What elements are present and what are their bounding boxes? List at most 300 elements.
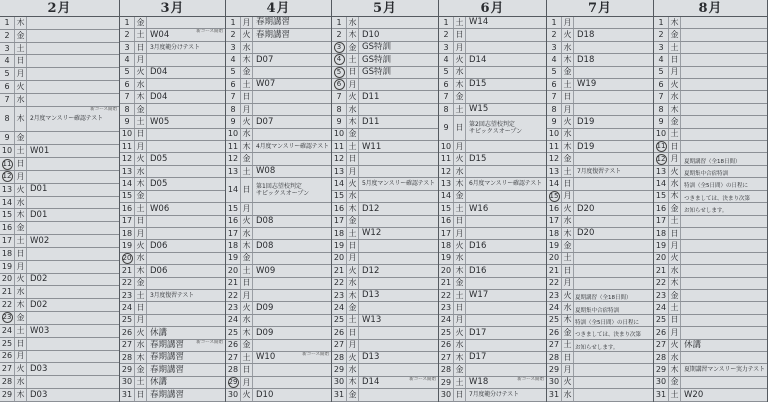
day-row <box>654 141 767 153</box>
day-number: 16 <box>332 203 347 214</box>
event-code: D02 <box>30 274 48 285</box>
day-number: 5 <box>439 67 454 78</box>
day-number: 13 <box>120 166 135 177</box>
day-row <box>439 265 546 277</box>
weekday: 木 <box>135 265 147 276</box>
event-code: W07 <box>256 79 276 90</box>
day-number: 6 <box>0 81 15 93</box>
day-event <box>466 203 546 214</box>
day-event <box>466 352 546 363</box>
weekday: 金 <box>15 30 27 42</box>
day-event <box>27 376 119 388</box>
day-number: 16 <box>547 203 562 214</box>
weekday: 月 <box>241 203 253 214</box>
day-row <box>226 290 331 302</box>
day-event <box>359 129 438 140</box>
day-row <box>439 377 546 389</box>
weekday: 火 <box>454 327 466 338</box>
day-event <box>574 228 653 239</box>
day-number: 6 <box>439 79 454 90</box>
month-title: 8月 <box>654 0 767 17</box>
day-row <box>439 29 546 41</box>
weekday: 月 <box>562 191 574 202</box>
day-number: 19 <box>439 253 454 264</box>
weekday: 木 <box>135 91 147 102</box>
day-number: 26 <box>226 340 241 351</box>
weekday: 水 <box>135 253 147 264</box>
note-line: つきましては、決まり次第 <box>575 332 642 339</box>
day-number: 29 <box>654 364 669 375</box>
day-row <box>332 290 438 302</box>
day-event <box>27 81 119 93</box>
event-code: D13 <box>362 290 380 301</box>
day-row <box>654 377 767 389</box>
weekday: 土 <box>454 290 466 301</box>
day-event <box>147 29 225 40</box>
day-event <box>253 104 331 115</box>
day-row <box>226 67 331 79</box>
weekday: 土 <box>135 116 147 127</box>
month-title: 6月 <box>439 0 546 17</box>
day-number: 20 <box>654 253 669 264</box>
weekday: 土 <box>669 216 681 227</box>
day-row <box>332 42 438 54</box>
weekday: 月 <box>135 141 147 152</box>
day-event <box>27 222 119 234</box>
weekday: 土 <box>669 389 681 400</box>
weekday: 土 <box>562 340 574 351</box>
event-code: W14 <box>469 17 489 28</box>
day-event <box>359 29 438 40</box>
day-row <box>0 363 119 376</box>
day-number: 31 <box>120 389 135 400</box>
weekday: 日 <box>669 228 681 239</box>
day-row <box>226 228 331 240</box>
day-event <box>147 340 225 351</box>
day-number: 25 <box>654 315 669 326</box>
day-number: 17 <box>439 228 454 239</box>
day-row <box>226 352 331 364</box>
event-code: GS特訓 <box>362 67 391 78</box>
weekday: 土 <box>562 166 574 177</box>
day-number: 26 <box>439 340 454 351</box>
month-column-1 <box>0 0 120 402</box>
note-line: 夏期講習（全18日間） <box>575 295 632 302</box>
day-number: 19 <box>226 253 241 264</box>
day-number: 28 <box>547 352 562 363</box>
day-number: 20 <box>226 265 241 276</box>
day-event <box>574 265 653 276</box>
weekday: 月 <box>241 17 253 28</box>
day-number: 4 <box>547 54 562 65</box>
event-code: W19 <box>577 79 597 90</box>
day-event <box>681 377 767 388</box>
day-number: 29 <box>547 364 562 375</box>
day-event <box>681 389 767 400</box>
weekday: 土 <box>241 166 253 177</box>
day-number: 30 <box>226 389 241 400</box>
weekday: 木 <box>15 17 27 29</box>
course-start-mark: 新コース開始 <box>409 376 436 382</box>
day-number: 14 <box>439 191 454 202</box>
weekday: 日 <box>241 91 253 102</box>
day-number: 23 <box>332 290 347 301</box>
day-number: 16 <box>120 203 135 214</box>
day-number: 10 <box>332 129 347 140</box>
day-row <box>332 29 438 41</box>
day-number: 28 <box>332 352 347 363</box>
day-row <box>654 91 767 103</box>
day-number: 22 <box>654 278 669 289</box>
day-row <box>226 278 331 290</box>
day-event <box>466 240 546 251</box>
day-event <box>574 377 653 388</box>
day-event <box>681 91 767 102</box>
weekday: 金 <box>241 153 253 164</box>
weekday: 水 <box>241 228 253 239</box>
day-number: 19 <box>332 240 347 251</box>
day-number: 12 <box>654 153 669 164</box>
day-row <box>654 129 767 141</box>
day-event <box>359 290 438 301</box>
day-event <box>681 240 767 251</box>
day-event <box>27 158 119 170</box>
day-number: 9 <box>120 116 135 127</box>
weekday: 日 <box>135 389 147 400</box>
day-event <box>574 203 653 214</box>
weekday: 日 <box>669 141 681 152</box>
weekday: 水 <box>562 302 574 313</box>
day-event <box>147 352 225 363</box>
weekday: 金 <box>669 377 681 388</box>
day-row <box>120 302 225 314</box>
day-event <box>147 265 225 276</box>
day-row <box>0 30 119 43</box>
day-number: 25 <box>547 315 562 326</box>
day-event <box>253 352 331 363</box>
day-event <box>27 389 119 401</box>
weekday: 土 <box>669 42 681 53</box>
day-event <box>574 42 653 53</box>
day-event <box>147 42 225 53</box>
weekday: 木 <box>562 54 574 65</box>
day-row <box>226 253 331 265</box>
day-row <box>0 145 119 158</box>
day-row <box>547 364 653 376</box>
day-number: 17 <box>654 216 669 227</box>
event-code: D03 <box>30 389 48 400</box>
day-event <box>466 377 546 388</box>
weekday: 土 <box>454 377 466 388</box>
day-number: 11 <box>0 158 15 170</box>
day-number: 11 <box>439 153 454 164</box>
weekday: 火 <box>454 153 466 164</box>
day-row <box>0 286 119 299</box>
day-event <box>253 54 331 65</box>
event-code: D16 <box>469 265 487 276</box>
day-event <box>147 166 225 177</box>
day-row <box>120 253 225 265</box>
day-event <box>253 327 331 338</box>
event-code: D14 <box>469 54 487 65</box>
weekday: 水 <box>454 340 466 351</box>
day-row <box>332 203 438 215</box>
day-event <box>27 145 119 157</box>
day-event <box>359 67 438 78</box>
day-number: 8 <box>547 104 562 115</box>
day-number: 10 <box>0 145 15 157</box>
day-number: 23 <box>439 302 454 313</box>
day-number: 9 <box>654 116 669 127</box>
day-event <box>27 261 119 273</box>
day-number: 30 <box>332 377 347 388</box>
day-row <box>226 17 331 29</box>
day-row <box>120 166 225 178</box>
day-row <box>547 377 653 389</box>
course-start-mark: 新コース開始 <box>302 351 329 357</box>
day-row <box>226 327 331 339</box>
day-event <box>253 253 331 264</box>
weekday: 土 <box>669 129 681 140</box>
event-code: W20 <box>684 389 704 400</box>
day-event <box>27 55 119 67</box>
day-row <box>120 153 225 165</box>
event-code: W11 <box>362 141 382 152</box>
day-row <box>332 54 438 66</box>
event-note: 7月度範分けテスト <box>469 390 519 398</box>
day-number: 10 <box>439 141 454 152</box>
day-row <box>439 54 546 66</box>
month-title: 3月 <box>120 0 225 17</box>
event-code: W18 <box>469 377 489 388</box>
month-column-4 <box>332 0 439 402</box>
day-row <box>226 54 331 66</box>
event-note: 4月度マンスリー確認テスト <box>256 142 329 150</box>
weekday: 水 <box>454 67 466 78</box>
day-event <box>574 364 653 375</box>
day-row <box>120 129 225 141</box>
weekday: 土 <box>347 54 359 65</box>
weekday: 金 <box>454 364 466 375</box>
month-column-5 <box>439 0 547 402</box>
weekday: 金 <box>135 278 147 289</box>
day-rows <box>332 17 438 402</box>
weekday: 金 <box>241 253 253 264</box>
note-line: お知らせします。 <box>684 208 728 215</box>
event-code: GS特訓 <box>362 42 391 53</box>
day-event <box>681 253 767 264</box>
weekday: 月 <box>562 364 574 375</box>
weekday: 木 <box>15 389 27 401</box>
weekday: 月 <box>347 166 359 177</box>
weekday: 火 <box>15 81 27 93</box>
month-title: 2月 <box>0 0 119 17</box>
weekday: 木 <box>347 377 359 388</box>
weekday: 土 <box>135 203 147 214</box>
day-number: 31 <box>547 389 562 400</box>
day-event <box>359 203 438 214</box>
day-number: 12 <box>0 171 15 183</box>
day-row <box>120 377 225 389</box>
day-number: 27 <box>547 340 562 351</box>
day-event <box>574 67 653 78</box>
day-event <box>147 389 225 400</box>
weekday: 木 <box>347 203 359 214</box>
day-row <box>0 55 119 68</box>
day-number: 16 <box>226 216 241 227</box>
day-number: 12 <box>439 166 454 177</box>
day-number: 25 <box>120 315 135 326</box>
day-event <box>466 265 546 276</box>
day-number: 30 <box>439 389 454 400</box>
event-code: W13 <box>362 315 382 326</box>
day-row <box>332 17 438 29</box>
day-number: 18 <box>547 228 562 239</box>
day-row <box>226 141 331 153</box>
day-event <box>681 141 767 152</box>
day-row <box>654 104 767 116</box>
day-event <box>681 302 767 313</box>
day-number: 7 <box>654 91 669 102</box>
day-row <box>439 153 546 165</box>
day-row <box>0 248 119 261</box>
day-row <box>120 54 225 66</box>
day-event <box>27 235 119 247</box>
weekday: 日 <box>135 129 147 140</box>
day-row <box>226 377 331 389</box>
day-number: 3 <box>547 42 562 53</box>
day-event <box>253 389 331 400</box>
day-event <box>27 286 119 298</box>
day-number: 4 <box>654 54 669 65</box>
day-number: 21 <box>120 265 135 276</box>
weekday: 日 <box>347 153 359 164</box>
day-number: 22 <box>0 299 15 311</box>
weekday: 木 <box>454 352 466 363</box>
day-rows <box>0 17 119 402</box>
weekday: 土 <box>347 141 359 152</box>
weekday: 金 <box>562 240 574 251</box>
weekday: 火 <box>562 203 574 214</box>
day-number: 20 <box>0 274 15 286</box>
day-number: 24 <box>439 315 454 326</box>
day-number: 24 <box>547 302 562 313</box>
weekday: 日 <box>135 42 147 53</box>
day-number: 5 <box>0 68 15 80</box>
day-number: 19 <box>654 240 669 251</box>
day-number: 1 <box>226 17 241 28</box>
day-event <box>359 17 438 28</box>
day-number: 2 <box>332 29 347 40</box>
day-number: 22 <box>547 278 562 289</box>
day-number: 17 <box>120 216 135 227</box>
day-row <box>332 141 438 153</box>
day-number: 16 <box>439 216 454 227</box>
day-event <box>253 178 331 202</box>
day-row <box>226 42 331 54</box>
note-line: つきましては、決まり次第 <box>684 195 751 202</box>
event-code: 春期講習 <box>150 364 185 375</box>
day-row <box>439 178 546 190</box>
day-row <box>226 153 331 165</box>
day-row <box>547 278 653 290</box>
day-number: 18 <box>332 228 347 239</box>
day-event <box>681 340 767 351</box>
weekday: 日 <box>241 178 253 202</box>
day-row <box>547 153 653 165</box>
day-event <box>253 29 331 40</box>
event-code: 春期講習 <box>150 352 185 363</box>
weekday: 月 <box>15 261 27 273</box>
event-code: D19 <box>577 116 595 127</box>
day-row <box>120 67 225 79</box>
day-row <box>226 216 331 228</box>
day-number: 20 <box>332 253 347 264</box>
day-row <box>332 377 438 389</box>
event-code: W01 <box>30 145 50 156</box>
event-code: D06 <box>150 240 168 251</box>
event-code: W08 <box>256 166 276 177</box>
day-event <box>27 107 119 132</box>
day-event <box>466 79 546 90</box>
day-row <box>0 107 119 133</box>
day-row <box>226 240 331 252</box>
day-event <box>147 377 225 388</box>
day-event <box>27 171 119 183</box>
day-number: 5 <box>547 67 562 78</box>
day-event <box>27 197 119 209</box>
day-number: 14 <box>120 178 135 189</box>
day-event <box>359 389 438 400</box>
weekday: 土 <box>15 235 27 247</box>
day-row <box>0 325 119 338</box>
month-column-6 <box>547 0 654 402</box>
weekday: 月 <box>347 340 359 351</box>
day-event <box>466 364 546 375</box>
day-number: 15 <box>226 203 241 214</box>
course-start-mark: 新コース開始 <box>90 106 117 112</box>
day-number: 10 <box>226 129 241 140</box>
weekday: 土 <box>347 228 359 239</box>
event-code: D10 <box>362 29 380 40</box>
day-number: 9 <box>226 116 241 127</box>
weekday: 金 <box>669 29 681 40</box>
day-number: 7 <box>120 91 135 102</box>
weekday: 水 <box>241 42 253 53</box>
day-event <box>359 228 438 239</box>
event-code: D17 <box>469 352 487 363</box>
day-number: 29 <box>120 364 135 375</box>
weekday: 木 <box>562 141 574 152</box>
day-event <box>681 327 767 338</box>
day-event <box>359 42 438 53</box>
event-code: D09 <box>256 327 274 338</box>
day-event <box>466 340 546 351</box>
day-event <box>253 240 331 251</box>
day-number: 2 <box>120 29 135 40</box>
day-event <box>359 91 438 102</box>
day-number: 18 <box>654 228 669 239</box>
day-row <box>120 29 225 41</box>
event-code: 休講 <box>150 327 168 338</box>
day-row <box>226 178 331 203</box>
weekday: 金 <box>562 153 574 164</box>
day-row <box>120 17 225 29</box>
day-row <box>120 340 225 352</box>
day-number: 15 <box>332 191 347 202</box>
day-event <box>359 240 438 251</box>
weekday: 水 <box>347 191 359 202</box>
